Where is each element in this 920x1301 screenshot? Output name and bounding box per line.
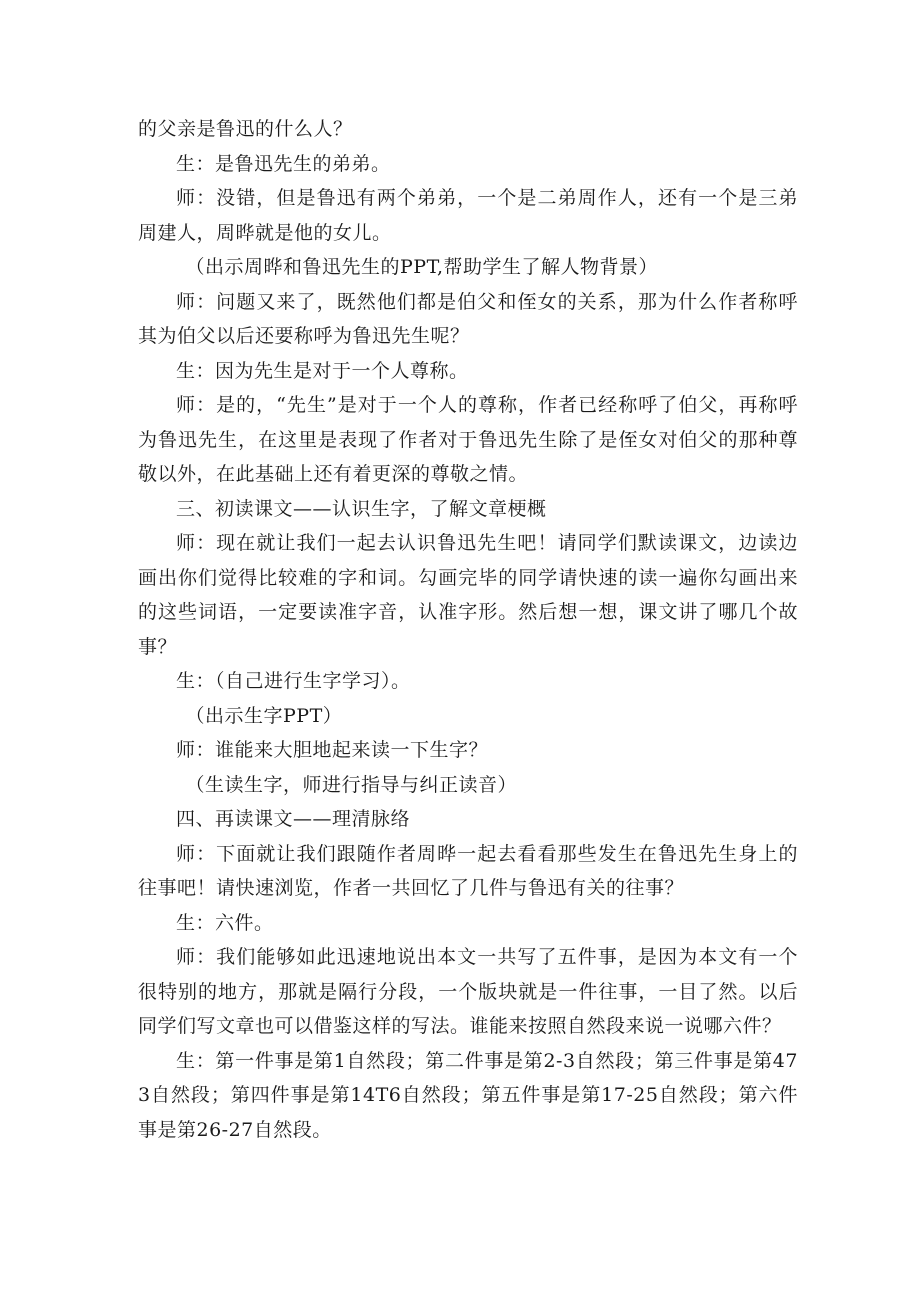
paragraph-15: 师：下面就让我们跟随作者周晔一起去看看那些发生在鲁迅先生身上的往事吧！请快速浏览，作者一共回忆了几件与鲁迅有关的往事？ [138,842,798,899]
paragraph-7: 师：是的，“先生”是对于一个人的尊称，作者已经称呼了伯父，再称呼为鲁迅先生，在这里是表现了作者对于鲁迅先生除了是侄女对伯父的那种尊敬以外，在此基础上还有着更深的尊敬之情。 [138,394,798,485]
paragraph-5: 师：问题又来了，既然他们都是伯父和侄女的关系，那为什么作者称呼其为伯父以后还要称呼为鲁迅先生呢？ [138,290,798,347]
paragraph-18: 生：第一件事是第1自然段；第二件事是第2-3自然段；第三件事是第473自然段；第四件事是第14T6自然段；第五件事是第17-25自然段；第六件事是第26-27自然段。 [138,1049,798,1141]
paragraph-10: 生：（自己进行生字学习）。 [176,670,411,692]
paragraph-11: （出示生字PPT） [185,704,343,727]
paragraph-2: 生：是鲁迅先生的弟弟。 [176,152,391,175]
paragraph-17: 师：我们能够如此迅速地说出本文一共写了五件事，是因为本文有一个很特别的地方，那就是隔行分段，一个版块就是一件往事，一目了然。以后同学们写文章也可以借鉴这样的写法。谁能来按照自然段来说一说哪六件？ [138,946,798,1037]
section-heading-4: 四、再读课文——理清脉络 [176,808,411,830]
section-heading-3: 三、初读课文——认识生字，了解文章梗概 [176,497,547,520]
paragraph-3: 师：没错，但是鲁迅有两个弟弟，一个是二弟周作人，还有一个是三弟周建人，周晔就是他的女儿。 [138,187,798,244]
paragraph-16: 生：六件。 [176,911,274,934]
paragraph-4: （出示周晔和鲁迅先生的PPT,帮助学生了解人物背景） [185,256,658,278]
paragraph-6: 生：因为先生是对于一个人尊称。 [176,359,469,382]
paragraph-12: 师：谁能来大胆地起来读一下生字？ [176,739,489,761]
paragraph-13: （生读生字，师进行指导与纠正读音） [185,773,518,796]
paragraph-1: 的父亲是鲁迅的什么人？ [138,118,353,140]
paragraph-9: 师：现在就让我们一起去认识鲁迅先生吧！请同学们默读课文，边读边画出你们觉得比较难的字和词。勾画完毕的同学请快速的读一遍你勾画出来的这些词语，一定要读准字音，认准字形。然后想一想，课文讲了哪几个故事？ [138,532,798,658]
document-body [138,112,798,1147]
